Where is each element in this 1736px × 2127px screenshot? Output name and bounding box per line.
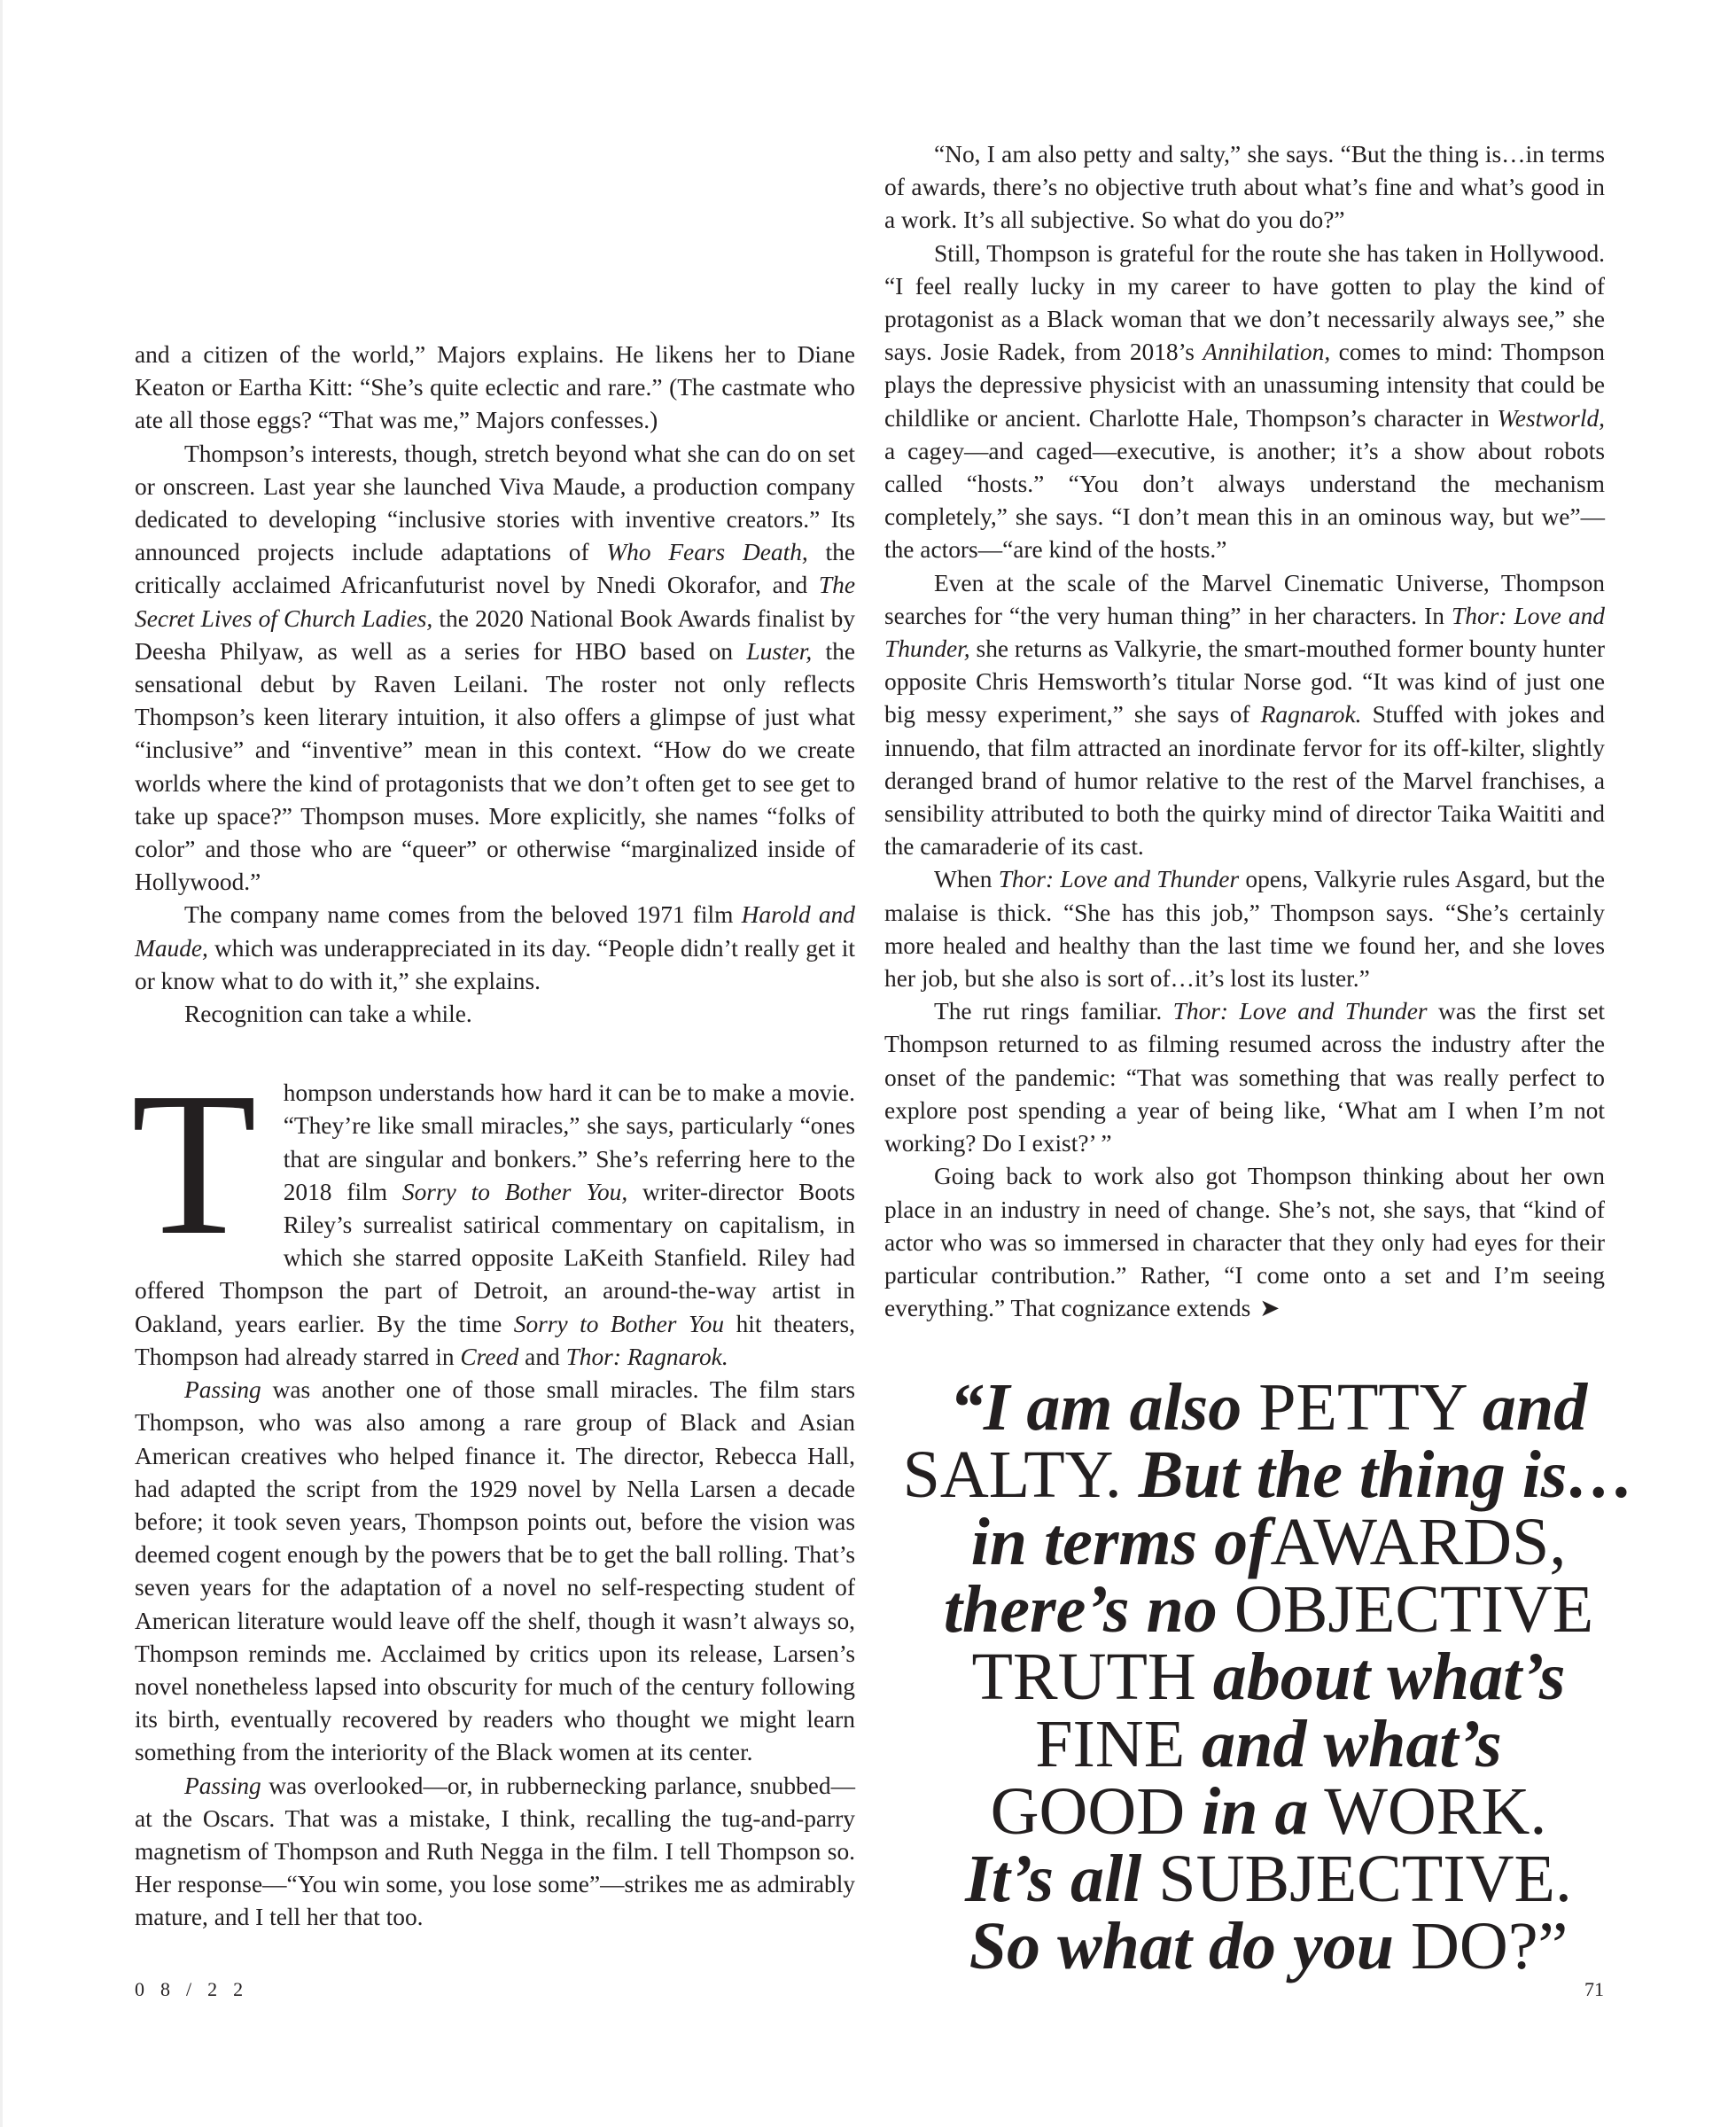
title-italic: Thor: Ragnarok. xyxy=(565,1343,728,1370)
title-italic: Annihilation, xyxy=(1203,339,1331,366)
paragraph: The rut rings familiar. Thor: Love and Thunder was the first set Thompson returned to as filming resumed across the industry after the onset of the pandemic: “That was something that was really perfect to explore post spending a year of being like, ‘What am I when I’m not working? Do I exist?’ ” xyxy=(884,998,1606,1157)
title-italic: Who Fears Death, xyxy=(606,539,808,566)
paragraph: The company name comes from the beloved 1971 film Harold and Maude, which was underappreciated in its day. “People didn’t really get it or know what to do with it,” she explains. xyxy=(135,901,855,994)
paragraph-dropcap: T hompson understands how hard it can be to make a movie. “They’re like small miracles,” she says, particularly “ones that are singular and bonkers.” She’s referring here to the 2018 film Sorry to Bother You, writer-director Boots Riley’s surrealist satirical commentary on capitalism, in which she starred opposite LaKeith Stanfield. Riley had offered Thompson the part of Detroit, an around-the-way artist in Oakland, years earlier. By the time Sorry to Bother You hit theaters, Thompson had already starred in Creed and Thor: Ragnarok. xyxy=(131,1050,855,1370)
continued-arrow-icon: ➤ xyxy=(1259,1295,1281,1322)
title-italic: Thor: Love and Thunder xyxy=(998,866,1240,893)
title-italic: Harold and Maude, xyxy=(135,901,855,962)
paragraph: Going back to work also got Thompson thinking about her own place in an industry in need of change. She’s not, she says, that “kind of actor who was so immersed in character that they only had eyes for their particular contribution.” Rather, “I come onto a set and I’m seeing everything.” That cognizance extends ➤ xyxy=(884,1163,1605,1322)
paragraph: When Thor: Love and Thunder opens, Valkyrie rules Asgard, but the malaise is thick. “She has this job,” Thompson says. “She’s certainly more healed and healthy than the last time we found her, and she loves her job, but she also is sort of…it’s lost its luster.” xyxy=(884,866,1605,993)
title-italic: Sorry to Bother You, xyxy=(401,1178,628,1205)
title-italic: Ragnarok. xyxy=(1260,701,1362,728)
paragraph: Even at the scale of the Marvel Cinematic Universe, Thompson searches for “the very human thing” in her characters. In Thor: Love and Thunder, she returns as Valkyrie, the smart-mouthed former bounty hunter opposite Chris Hemsworth’s titular Norse god. “It was kind of just one big messy experiment,” she says of Ragnarok. Stuffed with jokes and innuendo, that film attracted an inordinate fervor for its off-kilter, slightly deranged brand of humor relative to the rest of the Marvel franchises, a sensibility attributed to both the quirky mind of director Taika Waititi and the camaraderie of its cast. xyxy=(884,569,1605,861)
paragraph: Still, Thompson is grateful for the route she has taken in Hollywood. “I feel really lucky in my career to have gotten to play the kind of protagonist as a Black woman that we don’t necessarily always see,” she says. Josie Radek, from 2018’s Annihilation, comes to mind: Thompson plays the depressive physicist with an unassuming intensity that could be childlike or ancient. Charlotte Hale, Thompson’s character in Westworld, a cagey—and caged—executive, is another; it’s a show about robots called “hosts.” “You don’t always understand the mechanism completely,” she says. “I don’t mean this in an ominous way, but we”—the actors—“are kind of the hosts.” xyxy=(884,239,1605,564)
title-italic: Passing xyxy=(184,1772,261,1799)
title-italic: The Secret Lives of Church Ladies, xyxy=(135,572,855,632)
title-italic: Westworld, xyxy=(1497,404,1605,432)
title-italic: Thor: Love and Thunder, xyxy=(884,602,1605,663)
article-column-left xyxy=(131,339,855,1935)
title-italic: Creed xyxy=(460,1343,519,1370)
paragraph: Recognition can take a while. xyxy=(184,1001,472,1028)
paragraph: “No, I am also petty and salty,” she says. “But the thing is…in terms of awards, there’s no objective truth about what’s fine and what’s good in a work. It’s all subjective. So what do you do?” xyxy=(884,141,1605,234)
title-italic: Passing xyxy=(184,1376,261,1404)
page-number: 71 xyxy=(1584,1978,1604,2000)
page-edge xyxy=(0,0,3,2127)
paragraph: Passing was overlooked—or, in rubbernecking parlance, snubbed—at the Oscars. That was a mistake, I think, recalling the tug-and-parry magnetism of Thompson and Ruth Negga in the film. I tell Thompson so. Her response—“You win some, you lose some”—strikes me as admirably mature, and I tell her that too. xyxy=(135,1772,855,1931)
issue-date: 08/22 xyxy=(135,1978,260,2000)
article-column-right xyxy=(884,138,1605,1325)
paragraph: Thompson’s interests, though, stretch beyond what she can do on set or onscreen. Last year she launched Viva Maude, a production company dedicated to developing “inclusive stories with inventive creators.” Its announced projects include adaptations of Who Fears Death, the critically acclaimed Africanfuturist novel by Nnedi Okorafor, and The Secret Lives of Church Ladies, the 2020 National Book Awards finalist by Deesha Philyaw, as well as a series for HBO based on Luster, the sensational debut by Raven Leilani. The roster not only reflects Thompson’s keen literary intuition, it also offers a glimpse of just what “inclusive” and “inventive” mean in this context. “How do we create worlds where the kind of protagonists that we don’t often get to see get to take up space?” Thompson muses. More explicitly, she names “folks of color” and those who are “queer” or otherwise “marginalized inside of Hollywood.” xyxy=(135,440,855,896)
paragraph: and a citizen of the world,” Majors explains. He likens her to Diane Keaton or Eartha Kitt: “She’s quite eclectic and rare.” (The castmate who ate all those eggs? “That was me,” Majors confesses.) xyxy=(135,341,855,434)
paragraph: Passing was another one of those small miracles. The film stars Thompson, who was also among a rare group of Black and Asian American creatives who helped finance it. The director, Rebecca Hall, had adapted the script from the 1929 novel by Nella Larsen a decade before; it took seven years, Thompson points out, before the vision was deemed cogent enough by the powers that be to get the ball rolling. That’s seven years for the adaptation of a novel no self-respecting student of American literature would leave off the shelf, though it wasn’t always so, Thompson reminds me. Acclaimed by critics upon its release, Larsen’s novel nonetheless lapsed into obscurity for much of the century following its birth, eventually recovered by readers who thought we might learn something from the interiority of the Black women at its center. xyxy=(135,1376,855,1766)
pull-quote: “I am also PETTY and SALTY. But the thing is… in terms ofAWARDS, there’s no OBJECTIVE TRUTH about what’s FINE and what’s GOOD in a WORK. It’s all SUBJECTIVE. So what do you DO?” xyxy=(902,1370,1635,1983)
drop-cap: T xyxy=(131,1050,257,1279)
title-italic: Sorry to Bother You xyxy=(513,1310,725,1337)
title-italic: Thor: Love and Thunder xyxy=(1172,998,1428,1025)
title-italic: Luster, xyxy=(746,637,813,665)
